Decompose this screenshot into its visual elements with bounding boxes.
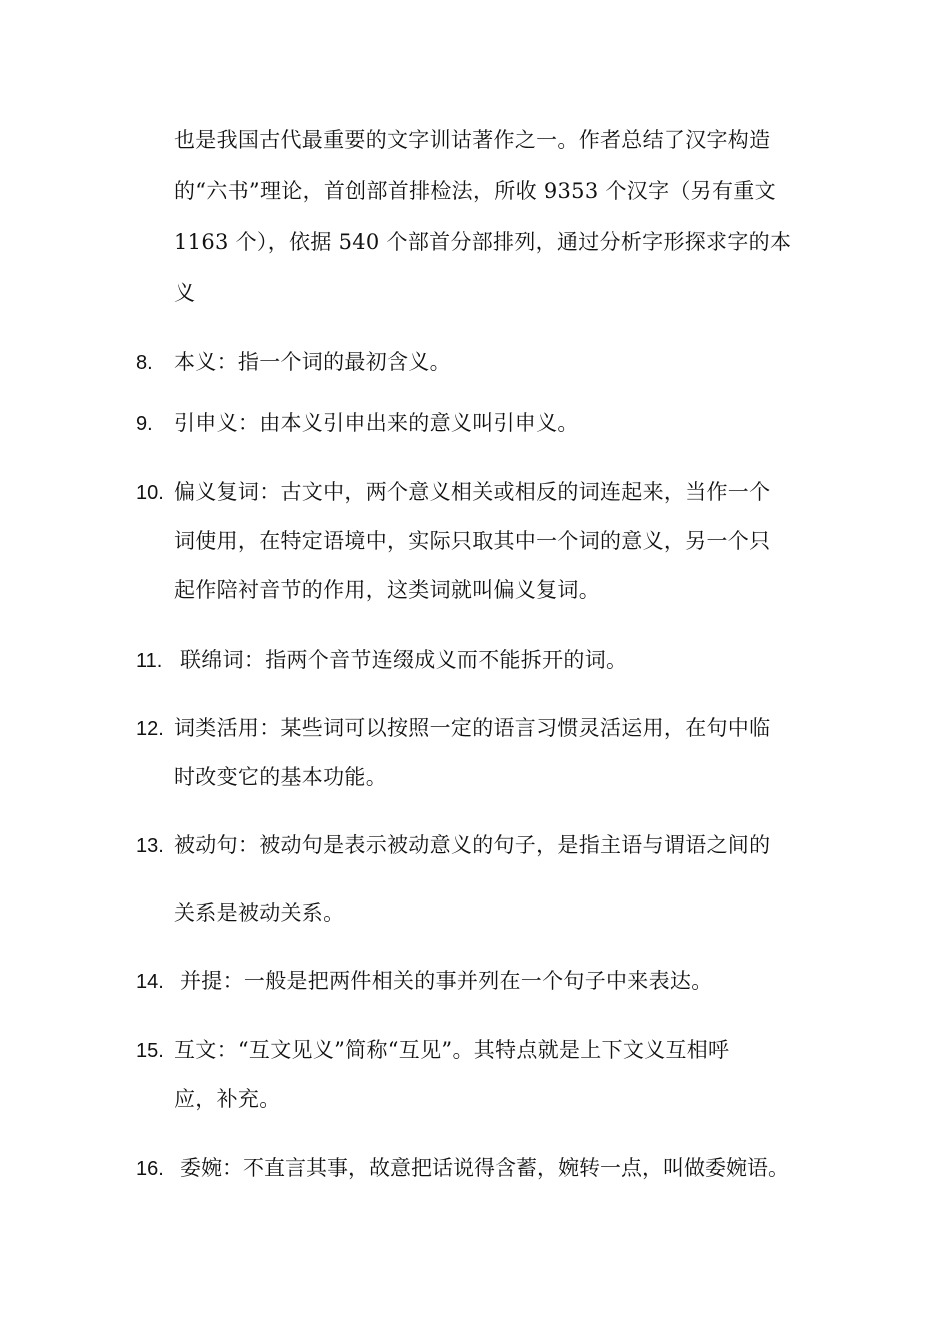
list-item-number: 13. — [136, 835, 164, 857]
list-item-number: 10. — [136, 482, 164, 504]
list-item-text: 时改变它的基本功能。 — [174, 765, 387, 789]
list-item-text: 并提：一般是把两件相关的事并列在一个句子中来表达。 — [180, 969, 713, 993]
list-item-number: 14. — [136, 971, 164, 993]
list-item-text: 互文：“互文见义”简称“互见”。其特点就是上下文义互相呼 — [174, 1038, 730, 1062]
list-item-text: 词使用，在特定语境中，实际只取其中一个词的意义，另一个只 — [174, 529, 771, 553]
list-item-text: 起作陪衬音节的作用，这类词就叫偏义复词。 — [174, 578, 600, 602]
intro-line: 也是我国古代最重要的文字训诂著作之一。作者总结了汉字构造 — [174, 128, 771, 152]
list-item-number: 15. — [136, 1040, 164, 1062]
list-item-text: 被动句：被动句是表示被动意义的句子，是指主语与谓语之间的 — [174, 833, 771, 857]
list-item-text: 词类活用：某些词可以按照一定的语言习惯灵活运用，在句中临 — [174, 716, 771, 740]
list-item-number: 12. — [136, 718, 164, 740]
intro-line: 1163 个），依据 540 个部首分部排列，通过分析字形探求字的本 — [174, 230, 792, 254]
list-item-number: 8. — [136, 352, 153, 374]
intro-line: 的“六书”理论，首创部首排检法，所收 9353 个汉字（另有重文 — [174, 179, 776, 203]
list-item-text: 应，补充。 — [174, 1087, 281, 1111]
list-item-text: 关系是被动关系。 — [174, 901, 345, 925]
list-item-text: 委婉：不直言其事，故意把话说得含蓄，婉转一点，叫做委婉语。 — [180, 1156, 789, 1180]
list-item-number: 16. — [136, 1158, 164, 1180]
list-item-number: 9. — [136, 413, 153, 435]
list-item-text: 偏义复词：古文中，两个意义相关或相反的词连起来，当作一个 — [174, 480, 771, 504]
list-item-text: 联绵词：指两个音节连缀成义而不能拆开的词。 — [180, 648, 628, 672]
list-item-text: 引申义：由本义引申出来的意义叫引申义。 — [174, 411, 579, 435]
list-item-text: 本义：指一个词的最初含义。 — [174, 350, 451, 374]
list-item-number: 11. — [136, 650, 163, 672]
intro-line: 义 — [174, 281, 196, 305]
